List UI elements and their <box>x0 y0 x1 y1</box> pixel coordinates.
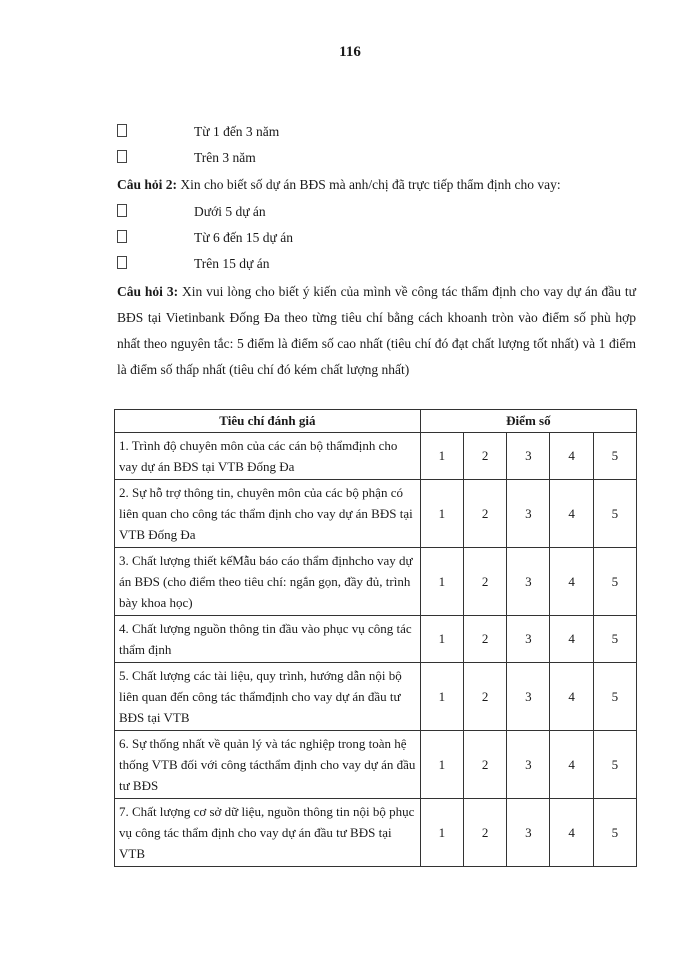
score-cell-2[interactable]: 2 <box>464 663 507 731</box>
option-label: Từ 1 đến 3 năm <box>194 124 280 139</box>
score-cell-5[interactable]: 5 <box>593 731 636 799</box>
criteria-cell: 5. Chất lượng các tài liệu, quy trình, hướng dẫn nội bộ liên quan đến công tác thẩmđịnh cho vay dự án đầu tư BĐS tại VTB <box>115 663 421 731</box>
checkbox-option[interactable] <box>117 202 266 222</box>
score-cell-5[interactable]: 5 <box>593 663 636 731</box>
option-label: Trên 15 dự án <box>194 256 270 271</box>
score-cell-3[interactable]: 3 <box>507 480 550 548</box>
score-cell-5[interactable]: 5 <box>593 616 636 663</box>
table-row <box>115 480 637 548</box>
option-label: Trên 3 năm <box>194 150 256 165</box>
score-cell-1[interactable]: 1 <box>420 663 463 731</box>
score-cell-3[interactable]: 3 <box>507 663 550 731</box>
option-label: Từ 6 đến 15 dự án <box>194 230 293 245</box>
score-cell-1[interactable]: 1 <box>420 433 463 480</box>
checkbox-option[interactable] <box>117 148 256 168</box>
question-2-label: Câu hỏi 2: <box>117 177 178 192</box>
score-cell-4[interactable]: 4 <box>550 480 593 548</box>
option-label: Dưới 5 dự án <box>194 204 266 219</box>
score-cell-4[interactable]: 4 <box>550 799 593 867</box>
checkbox-icon[interactable] <box>117 230 127 243</box>
score-cell-4[interactable]: 4 <box>550 731 593 799</box>
score-cell-5[interactable]: 5 <box>593 799 636 867</box>
criteria-cell: 3. Chất lượng thiết kếMẫu báo cáo thẩm địnhcho vay dự án BĐS (cho điểm theo tiêu chí: ngắn gọn, đầy đủ, trình bày khoa học) <box>115 548 421 616</box>
score-cell-5[interactable]: 5 <box>593 480 636 548</box>
table-header-row <box>115 410 637 433</box>
criteria-cell: 2. Sự hỗ trợ thông tin, chuyên môn của các bộ phận có liên quan cho công tác thẩm định cho vay dự án BĐS tại VTB Đống Đa <box>115 480 421 548</box>
score-cell-3[interactable]: 3 <box>507 799 550 867</box>
checkbox-icon[interactable] <box>117 256 127 269</box>
score-cell-2[interactable]: 2 <box>464 480 507 548</box>
score-cell-3[interactable]: 3 <box>507 731 550 799</box>
criteria-cell: 7. Chất lượng cơ sở dữ liệu, nguồn thông tin nội bộ phục vụ công tác thẩm định cho vay dự án đầu tư BĐS tại VTB <box>115 799 421 867</box>
table-row <box>115 548 637 616</box>
question-2-text: Xin cho biết số dự án BĐS mà anh/chị đã trực tiếp thẩm định cho vay: <box>177 177 561 192</box>
score-cell-5[interactable]: 5 <box>593 548 636 616</box>
score-cell-4[interactable]: 4 <box>550 663 593 731</box>
score-cell-5[interactable]: 5 <box>593 433 636 480</box>
question-3-text: Xin vui lòng cho biết ý kiến của mình về công tác thẩm định cho vay dự án đầu tư BĐS tại Vietinbank Đống Đa theo từng tiêu chí bằng cách khoanh tròn vào điểm số phù hợp nhất theo nguyên tắc: 5 điểm là điểm số cao nhất (tiêu chí đó đạt chất lượng tốt nhất) và 1 điểm là điểm số thấp nhất (tiêu chí đó kém chất lượng nhất) <box>117 284 636 377</box>
question-3-label: Câu hỏi 3: <box>117 284 179 299</box>
score-cell-2[interactable]: 2 <box>464 548 507 616</box>
checkbox-icon[interactable] <box>117 124 127 137</box>
criteria-header: Tiêu chí đánh giá <box>115 410 421 433</box>
score-cell-1[interactable]: 1 <box>420 731 463 799</box>
score-cell-2[interactable]: 2 <box>464 433 507 480</box>
score-cell-1[interactable]: 1 <box>420 616 463 663</box>
question-3 <box>117 279 636 383</box>
table-row <box>115 433 637 480</box>
criteria-cell: 4. Chất lượng nguồn thông tin đầu vào phục vụ công tác thẩm định <box>115 616 421 663</box>
score-cell-1[interactable]: 1 <box>420 548 463 616</box>
checkbox-icon[interactable] <box>117 204 127 217</box>
evaluation-table <box>114 409 637 867</box>
score-cell-1[interactable]: 1 <box>420 480 463 548</box>
score-cell-4[interactable]: 4 <box>550 433 593 480</box>
table-row <box>115 616 637 663</box>
score-cell-2[interactable]: 2 <box>464 616 507 663</box>
question-2 <box>117 172 636 198</box>
score-header: Điểm số <box>420 410 636 433</box>
score-cell-4[interactable]: 4 <box>550 616 593 663</box>
table-row <box>115 799 637 867</box>
page-number: 116 <box>339 44 361 60</box>
score-cell-2[interactable]: 2 <box>464 731 507 799</box>
criteria-cell: 1. Trình độ chuyên môn của các cán bộ thẩmđịnh cho vay dự án BĐS tại VTB Đống Đa <box>115 433 421 480</box>
score-cell-4[interactable]: 4 <box>550 548 593 616</box>
criteria-cell: 6. Sự thống nhất về quản lý và tác nghiệp trong toàn hệ thống VTB đối với công tácthẩm định cho vay dự án đầu tư BĐS <box>115 731 421 799</box>
checkbox-option[interactable] <box>117 228 293 248</box>
table-row <box>115 731 637 799</box>
score-cell-3[interactable]: 3 <box>507 616 550 663</box>
table-row <box>115 663 637 731</box>
checkbox-option[interactable] <box>117 122 280 142</box>
score-cell-1[interactable]: 1 <box>420 799 463 867</box>
score-cell-3[interactable]: 3 <box>507 433 550 480</box>
checkbox-option[interactable] <box>117 254 270 274</box>
score-cell-2[interactable]: 2 <box>464 799 507 867</box>
score-cell-3[interactable]: 3 <box>507 548 550 616</box>
checkbox-icon[interactable] <box>117 150 127 163</box>
